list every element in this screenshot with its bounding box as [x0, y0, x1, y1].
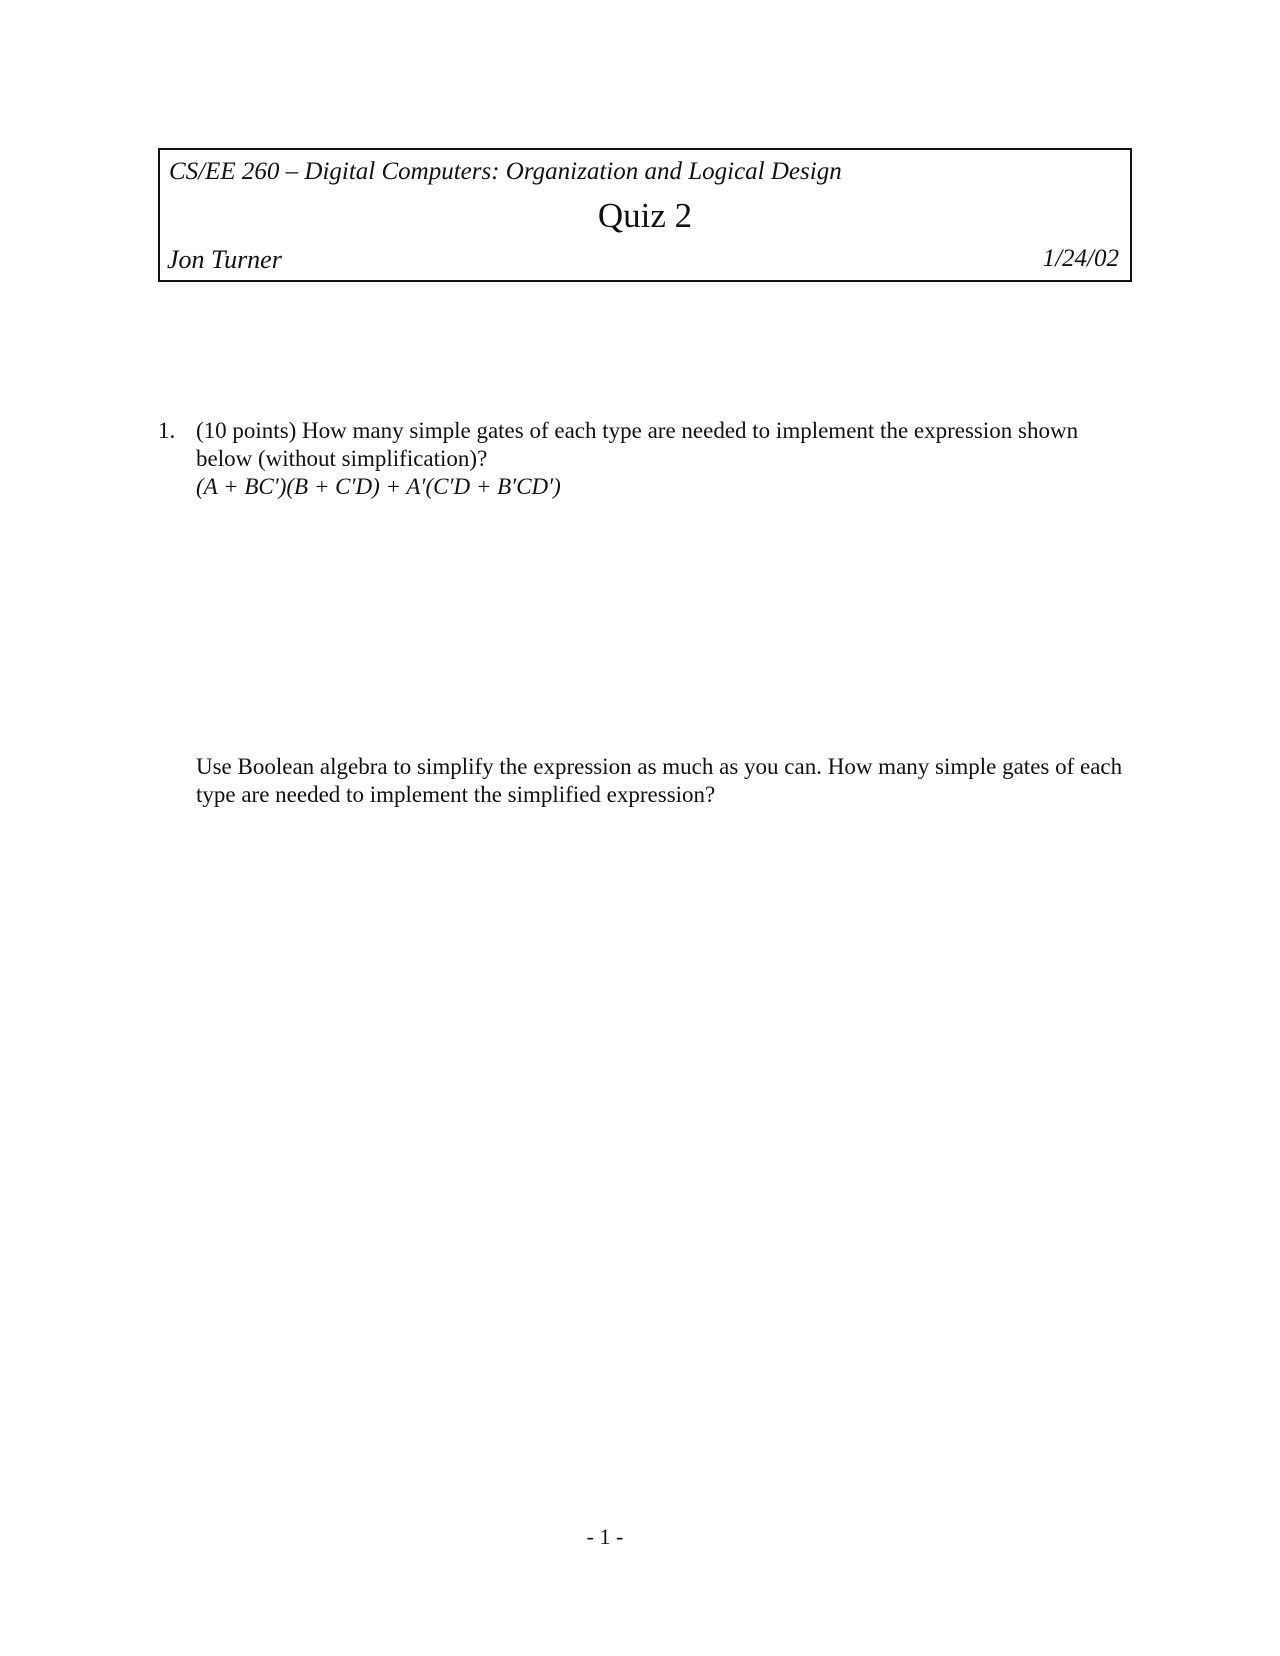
quiz-date: 1/24/02	[1042, 245, 1119, 272]
question-number: 1.	[158, 418, 176, 443]
quiz-title: Quiz 2	[597, 196, 693, 235]
author-name: Jon Turner	[167, 245, 282, 274]
page-number: - 1 -	[586, 1524, 624, 1549]
quiz-header-box	[158, 148, 1132, 282]
question-prompt: (10 points) How many simple gates of each type are needed to implement the expression shown below (without simplification)?	[196, 418, 1079, 471]
question-body	[196, 417, 1136, 501]
boolean-expression: (A + BC′)(B + C′D) + A′(C′D + B′CD′)	[196, 474, 561, 499]
question-followup: Use Boolean algebra to simplify the expression as much as you can. How many simple gates of each type are needed to implement the simplified expression?	[196, 754, 1123, 807]
course-title: CS/EE 260 – Digital Computers: Organization and Logical Design	[169, 158, 842, 185]
